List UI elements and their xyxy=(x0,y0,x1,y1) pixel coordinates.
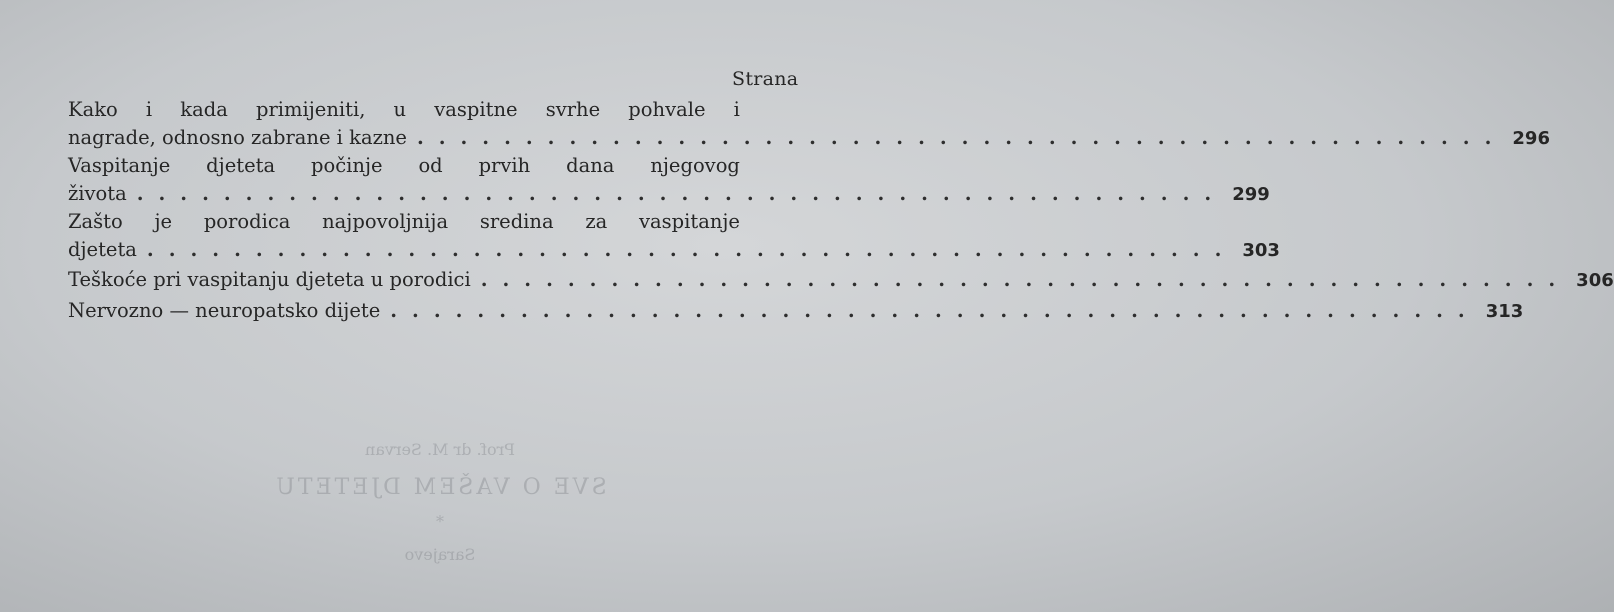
toc-entry-text: djeteta xyxy=(68,238,137,261)
toc-word: dana xyxy=(566,154,615,177)
toc-word: za xyxy=(585,210,608,233)
toc-word: i xyxy=(733,98,740,121)
toc-entry xyxy=(68,266,1614,294)
toc-page-number: 306 xyxy=(1576,270,1614,291)
toc-entry xyxy=(68,152,1270,208)
toc-entry-line xyxy=(68,297,1524,325)
toc-word: vaspitne xyxy=(434,98,518,121)
toc-word: svrhe xyxy=(545,98,601,121)
toc-entry-line xyxy=(68,96,740,124)
toc-word: počinje xyxy=(311,154,383,177)
show-through-city: Sarajevo xyxy=(404,545,476,564)
page-column-header: Strana xyxy=(732,68,799,90)
toc-word: u xyxy=(393,98,407,121)
show-through-author: Prof. dr M. Servan xyxy=(364,440,516,459)
dot-leader: .................................................. xyxy=(136,182,1227,205)
show-through-imprint xyxy=(250,440,630,564)
toc-word: prvih xyxy=(478,154,531,177)
dot-leader: .................................................. xyxy=(416,126,1507,149)
toc-word: od xyxy=(418,154,443,177)
toc-word: primijeniti, xyxy=(255,98,366,121)
dot-leader: .................................................. xyxy=(480,268,1571,291)
toc-entry-line xyxy=(68,236,1280,264)
toc-page-number: 313 xyxy=(1485,301,1524,322)
dot-leader: .................................................. xyxy=(146,238,1237,261)
toc-entry xyxy=(68,96,1550,152)
toc-word: pohvale xyxy=(628,98,706,121)
toc-page-number: 303 xyxy=(1242,240,1280,261)
toc-word: kada xyxy=(180,98,228,121)
toc-word: Vaspitanje xyxy=(68,154,171,177)
toc-word: porodica xyxy=(203,210,291,233)
toc-word: i xyxy=(145,98,153,121)
toc-word: Kako xyxy=(68,98,118,121)
toc-word: njegovog xyxy=(650,154,740,177)
toc-word: djeteta xyxy=(206,154,276,177)
toc-word: najpovoljnija xyxy=(322,210,449,233)
toc-word: sredina xyxy=(479,210,554,233)
dot-leader: .................................................. xyxy=(390,299,1480,322)
toc-word: je xyxy=(154,210,173,233)
toc-entry-line xyxy=(68,180,1270,208)
toc-entry-text: Nervozno — neuropatsko dijete xyxy=(68,299,381,322)
toc-entry-line xyxy=(68,208,740,236)
toc-entry-line xyxy=(68,266,1614,294)
toc-page-number: 299 xyxy=(1232,184,1270,205)
toc-entry-line xyxy=(68,124,1550,152)
toc-page-number: 296 xyxy=(1512,128,1550,149)
toc-entry-text: života xyxy=(68,182,127,205)
show-through-title: SVE O VAŠEM DJETETU xyxy=(273,475,607,500)
toc-entry-text: Teškoće pri vaspitanju djeteta u porodici xyxy=(68,268,471,291)
toc-entry xyxy=(68,297,1524,325)
toc-word: vaspitanje xyxy=(638,210,740,233)
toc-word: Zašto xyxy=(68,210,123,233)
toc-entry-text: nagrade, odnosno zabrane i kazne xyxy=(68,126,407,149)
show-through-separator: * xyxy=(436,512,444,531)
toc-entry-line xyxy=(68,152,740,180)
toc-entry xyxy=(68,208,1280,264)
